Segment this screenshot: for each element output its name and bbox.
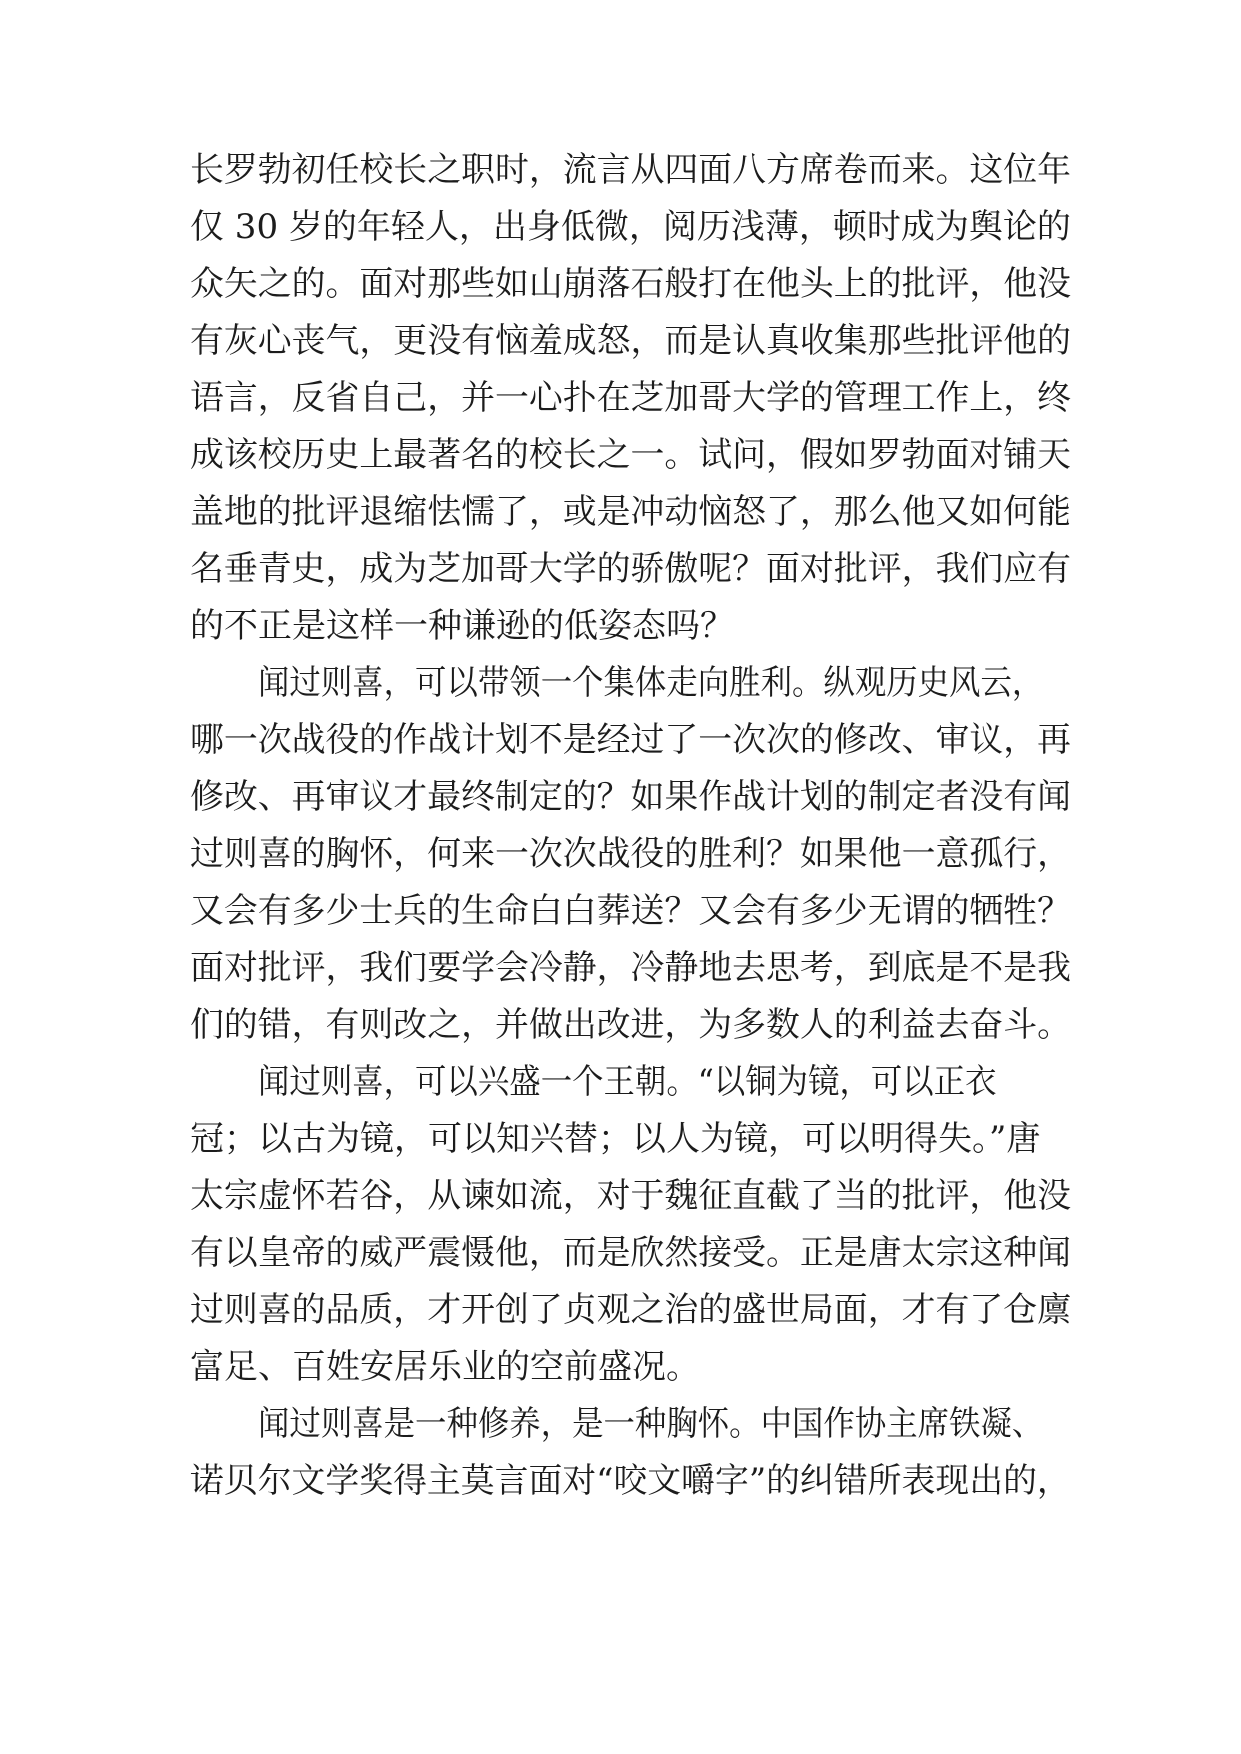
text-line: 冠；以古为镜，可以知兴替；以人为镜，可以明得失。”唐	[190, 1119, 1041, 1159]
text-line: 过则喜的品质，才开创了贞观之治的盛世局面，才有了仓廪	[190, 1290, 1071, 1330]
text-line: 们的错，有则改之，并做出改进，为多数人的利益去奋斗。	[190, 1005, 1071, 1045]
text-line: 成该校历史上最著名的校长之一。试问，假如罗勃面对铺天	[190, 435, 1071, 475]
paragraph-first-line: 闻过则喜，可以兴盛一个王朝。“以铜为镜，可以正衣	[258, 1062, 997, 1102]
text-line: 的不正是这样一种谦逊的低姿态吗？	[190, 606, 734, 646]
text-line: 哪一次战役的作战计划不是经过了一次次的修改、审议，再	[190, 720, 1071, 760]
paragraph-first-line: 闻过则喜是一种修养，是一种胸怀。中国作协主席铁凝、	[258, 1404, 1044, 1444]
text-line: 富足、百姓安居乐业的空前盛况。	[190, 1347, 700, 1387]
text-line: 又会有多少士兵的生命白白葬送？又会有多少无谓的牺牲？	[190, 891, 1071, 931]
text-line: 长罗勃初任校长之职时，流言从四面八方席卷而来。这位年	[190, 150, 1071, 190]
text-line: 面对批评，我们要学会冷静，冷静地去思考，到底是不是我	[190, 948, 1071, 988]
text-line: 修改、再审议才最终制定的？如果作战计划的制定者没有闻	[190, 777, 1071, 817]
text-line: 太宗虚怀若谷，从谏如流，对于魏征直截了当的批评，他没	[190, 1176, 1071, 1216]
text-line: 有灰心丧气，更没有恼羞成怒，而是认真收集那些批评他的	[190, 321, 1071, 361]
text-line: 众矢之的。面对那些如山崩落石般打在他头上的批评，他没	[190, 264, 1071, 304]
text-line: 盖地的批评退缩怯懦了，或是冲动恼怒了，那么他又如何能	[190, 492, 1071, 532]
text-line: 过则喜的胸怀，何来一次次战役的胜利？如果他一意孤行，	[190, 834, 1071, 874]
text-line: 诺贝尔文学奖得主莫言面对“咬文嚼字”的纠错所表现出的，	[190, 1461, 1071, 1501]
text-line: 仅 30 岁的年轻人，出身低微，阅历浅薄，顿时成为舆论的	[190, 207, 1071, 247]
text-line: 有以皇帝的威严震慑他，而是欣然接受。正是唐太宗这种闻	[190, 1233, 1071, 1273]
paragraph-first-line: 闻过则喜，可以带领一个集体走向胜利。纵观历史风云，	[258, 663, 1044, 703]
text-line: 语言，反省自己，并一心扑在芝加哥大学的管理工作上，终	[190, 378, 1071, 418]
text-line: 名垂青史，成为芝加哥大学的骄傲呢？面对批评，我们应有	[190, 549, 1071, 589]
